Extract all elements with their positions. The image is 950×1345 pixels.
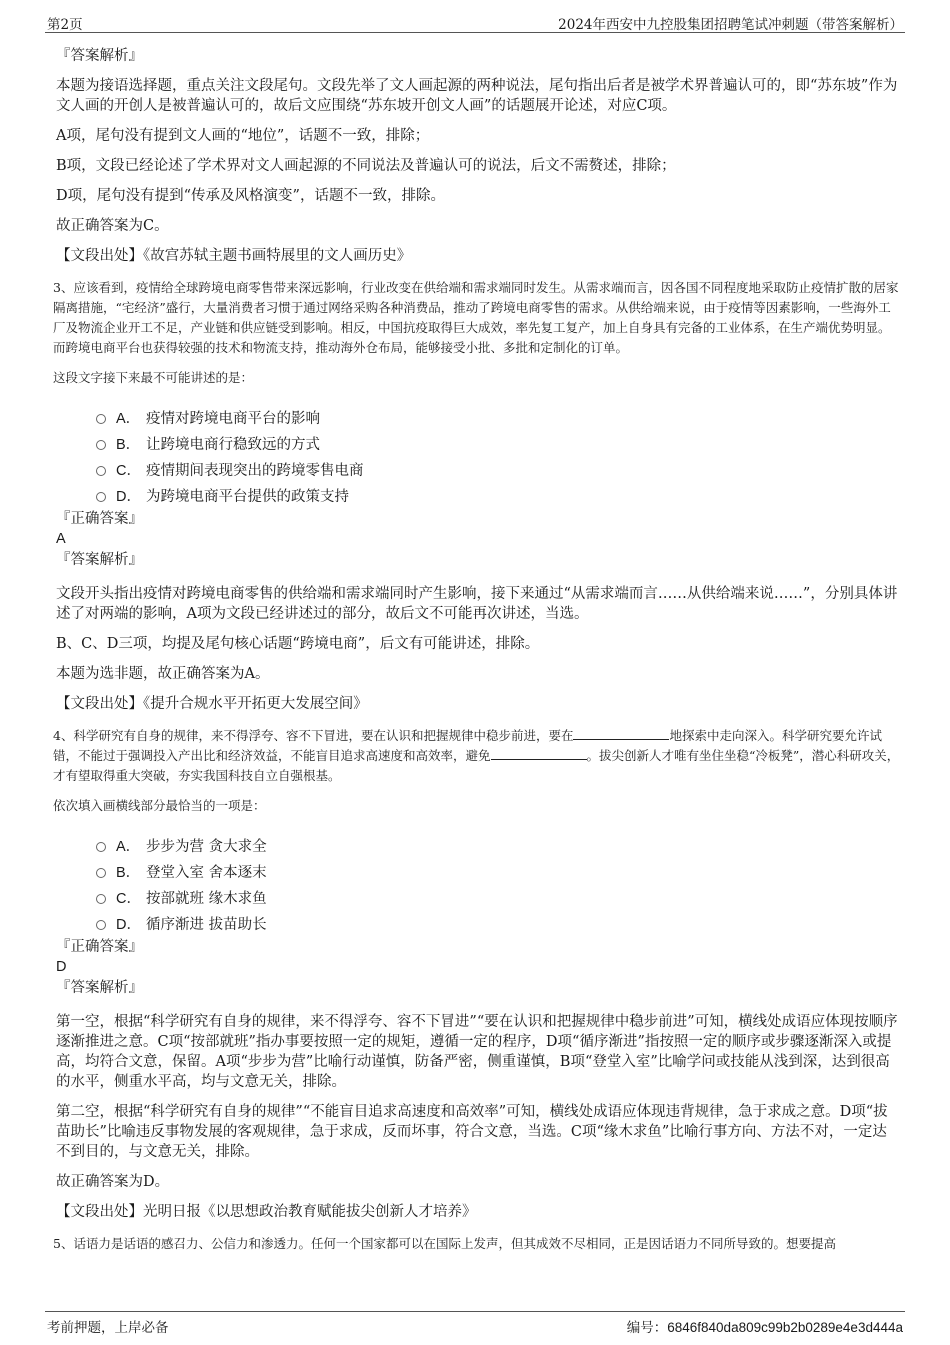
q3-correct-answer: A bbox=[56, 531, 66, 547]
q3-stem: 这段文字接下来最不可能讲述的是： bbox=[53, 370, 254, 385]
option-text: 步步为营 贪大求全 bbox=[146, 838, 267, 855]
q4-correct-label: 『正确答案』 bbox=[56, 939, 143, 955]
q2-analysis-paragraph: 本题为接语选择题，重点关注文段尾句。文段先举了文人画起源的两种说法，尾句指出后者是被学术界普遍认可的，即“苏东坡”作为文人画的开创人是被普遍认可的，故后文应围绕“苏东坡开创文人画”的话题展开论述，对应C项。 bbox=[56, 78, 898, 114]
q4-option-a[interactable] bbox=[96, 832, 900, 858]
q3-option-c[interactable] bbox=[96, 456, 900, 482]
q3-analysis-label: 『答案解析』 bbox=[56, 552, 143, 568]
q3-option-b[interactable] bbox=[96, 430, 900, 456]
q4-text-part1: 4、科学研究有自身的规律，来不得浮夸、容不下冒进，要在认识和把握规律中稳步前进，要在 bbox=[53, 728, 574, 743]
q4-text-part3: 。拔尖创新人才唯有坐住坐稳“冷板凳”，潜心科研攻关，才有望取得重大突破，夯实我国科技自立自强根基。 bbox=[53, 748, 900, 783]
option-letter: B． bbox=[116, 864, 141, 881]
page-header bbox=[45, 10, 905, 33]
fill-blank bbox=[573, 727, 669, 740]
q3-analysis-paragraph: 文段开头指出疫情对跨境电商零售的供给端和需求端同时产生影响，接下来通过“从需求端而言……从供给端来说……”，分别具体讲述了对两端的影响，A项为文段已经讲述过的部分，故后文不可能再次讲述，当选。 bbox=[56, 586, 898, 622]
page-number: 第2页 bbox=[47, 17, 83, 33]
page-footer bbox=[45, 1311, 905, 1336]
option-text: 疫情期间表现突出的跨境零售电商 bbox=[146, 462, 364, 479]
option-letter: B． bbox=[116, 436, 141, 453]
option-text: 按部就班 缘木求鱼 bbox=[146, 890, 267, 907]
footer-code-label: 编号： bbox=[626, 1320, 668, 1336]
radio-icon[interactable] bbox=[96, 894, 106, 904]
q2-analysis-label: 『答案解析』 bbox=[56, 48, 143, 64]
option-letter: D． bbox=[116, 488, 141, 505]
option-letter: A． bbox=[116, 410, 141, 427]
q4-stem: 依次填入画横线部分最恰当的一项是： bbox=[53, 798, 266, 813]
radio-icon[interactable] bbox=[96, 466, 106, 476]
q4-option-d[interactable] bbox=[96, 910, 900, 936]
footer-code bbox=[627, 1316, 903, 1336]
q3-analysis-paragraph: 本题为选非题，故正确答案为A。 bbox=[56, 666, 270, 682]
q2-analysis-paragraph: 故正确答案为C。 bbox=[56, 218, 169, 234]
q4-text-part2: 地探索中走向深入。科学研究要允许试错，不能过于强调投入产出比和经济效益，不能盲目追求高速度和高效率，避免 bbox=[53, 728, 882, 763]
footer-code-value: 6846f840da809c99b2b0289e4e3d444a bbox=[667, 1320, 903, 1335]
option-text: 让跨境电商行稳致远的方式 bbox=[146, 436, 320, 453]
radio-icon[interactable] bbox=[96, 920, 106, 930]
q4-analysis-paragraph: 第二空，根据“科学研究有自身的规律”“不能盲目追求高速度和高效率”可知，横线处成语应体现违背规律，急于求成之意。D项“拔苗助长”比喻违反事物发展的客观规律，急于求成，反而坏事，符合文意，当选。C项“缘木求鱼”比喻行事方向、方法不对，一定达不到目的，与文意无关，排除。 bbox=[56, 1104, 888, 1160]
footer-slogan: 考前押题，上岸必备 bbox=[47, 1320, 169, 1336]
q4-analysis-paragraph: 故正确答案为D。 bbox=[56, 1174, 170, 1190]
q4-option-b[interactable] bbox=[96, 858, 900, 884]
option-letter: C． bbox=[116, 462, 141, 479]
radio-icon[interactable] bbox=[96, 492, 106, 502]
fill-blank bbox=[491, 747, 587, 760]
q4-analysis-paragraph: 第一空，根据“科学研究有自身的规律，来不得浮夸、容不下冒进”“要在认识和把握规律中稳步前进”可知，横线处成语应体现按顺序逐渐推进之意。C项“按部就班”指办事要按照一定的规矩，遵循一定的程序，D项“循序渐进”指按照一定的顺序或步骤逐渐深入或提高，均符合文意，保留。A项“步步为营”比喻行动谨慎，防备严密，侧重谨慎，B项“登堂入室”比喻学问或技能从浅到深，达到很高的水平，侧重水平高，均与文意无关，排除。 bbox=[56, 1014, 898, 1090]
q2-analysis-paragraph: D项，尾句没有提到“传承及风格演变”，话题不一致，排除。 bbox=[56, 188, 445, 204]
q3-options bbox=[96, 404, 900, 508]
q3-analysis-paragraph: B、C、D三项，均提及尾句核心话题“跨境电商”，后文有可能讲述，排除。 bbox=[56, 636, 540, 652]
document-title: 2024年西安中九控股集团招聘笔试冲刺题（带答案解析） bbox=[558, 17, 903, 33]
q4-source: 【文段出处】光明日报《以思想政治教育赋能拔尖创新人才培养》 bbox=[56, 1204, 477, 1220]
q4-text bbox=[53, 726, 900, 786]
option-letter: D． bbox=[116, 916, 141, 933]
q5-text: 5、话语力是话语的感召力、公信力和渗透力。任何一个国家都可以在国际上发声，但其成效不尽相同，正是因话语力不同所导致的。想要提高 bbox=[53, 1236, 836, 1251]
q3-correct-label: 『正确答案』 bbox=[56, 511, 143, 527]
q3-source: 【文段出处】《提升合规水平开拓更大发展空间》 bbox=[56, 696, 368, 712]
option-letter: C． bbox=[116, 890, 141, 907]
q3-option-d[interactable] bbox=[96, 482, 900, 508]
radio-icon[interactable] bbox=[96, 842, 106, 852]
option-text: 循序渐进 拔苗助长 bbox=[146, 916, 267, 933]
q3-text: 3、应该看到，疫情给全球跨境电商零售带来深远影响，行业改变在供给端和需求端同时发生。从需求端而言，因各国不同程度地采取防止疫情扩散的居家隔离措施，“宅经济”盛行，大量消费者习惯于通过网络采购各种消费品，推动了跨境电商零售的需求。从供给端来说，由于疫情等因素影响，一些海外工厂及物流企业开工不足，产业链和供应链受到影响。相反，中国抗疫取得巨大成效，率先复工复产，加上自身具有完备的工业体系，在生产端优势明显。而跨境电商平台也获得较强的技术和物流支持，推动海外仓布局，能够接受小批、多批和定制化的订单。 bbox=[53, 280, 899, 355]
q4-correct-answer: D bbox=[56, 959, 67, 975]
q3-option-a[interactable] bbox=[96, 404, 900, 430]
radio-icon[interactable] bbox=[96, 414, 106, 424]
page-content bbox=[53, 46, 900, 1264]
radio-icon[interactable] bbox=[96, 868, 106, 878]
radio-icon[interactable] bbox=[96, 440, 106, 450]
q2-source: 【文段出处】《故宫苏轼主题书画特展里的文人画历史》 bbox=[56, 248, 412, 264]
option-text: 登堂入室 舍本逐末 bbox=[146, 864, 267, 881]
q2-analysis-paragraph: B项，文段已经论述了学术界对文人画起源的不同说法及普遍认可的说法，后文不需赘述，排除； bbox=[56, 158, 676, 174]
q4-analysis-label: 『答案解析』 bbox=[56, 980, 143, 996]
q4-options bbox=[96, 832, 900, 936]
option-text: 疫情对跨境电商平台的影响 bbox=[146, 410, 320, 427]
q2-analysis-paragraph: A项，尾句没有提到文人画的“地位”，话题不一致，排除； bbox=[56, 128, 430, 144]
option-text: 为跨境电商平台提供的政策支持 bbox=[146, 488, 349, 505]
option-letter: A． bbox=[116, 838, 141, 855]
q4-option-c[interactable] bbox=[96, 884, 900, 910]
